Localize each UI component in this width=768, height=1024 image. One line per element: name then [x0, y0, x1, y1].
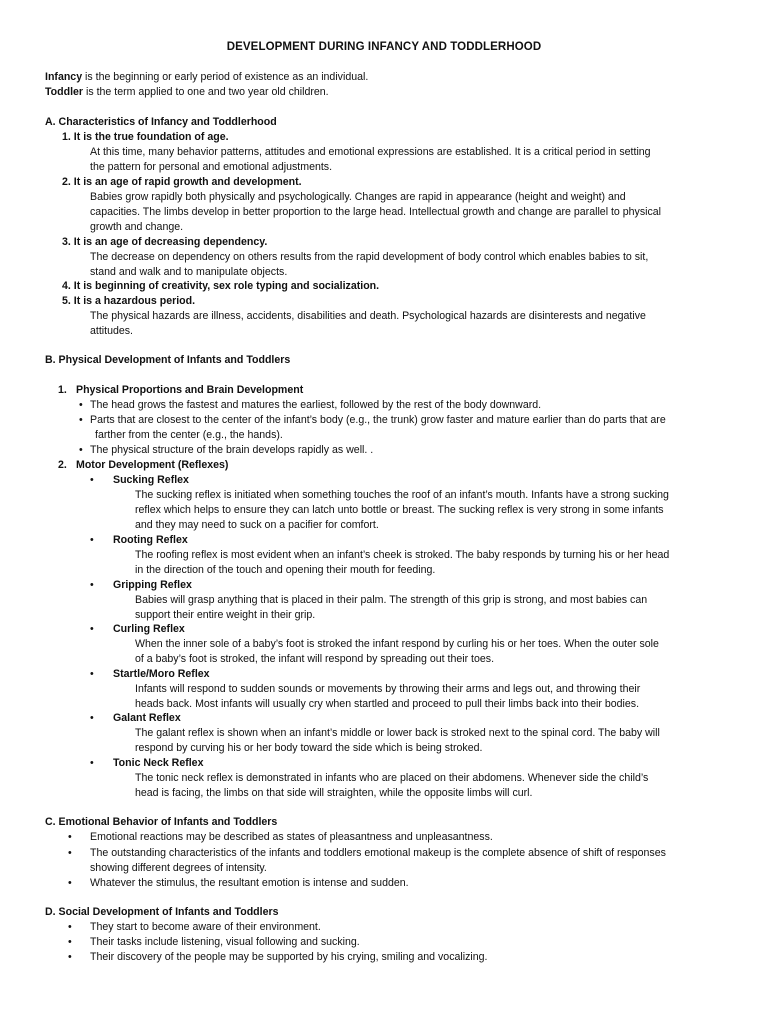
bullet-icon: • — [90, 757, 94, 769]
bullet-text: Their tasks include listening, visual following and sucking. — [90, 936, 360, 948]
section-a-item-3: 3. It is an age of decreasing dependency. — [62, 236, 268, 248]
paragraph-line: capacities. The limbs develop in better proportion to the large head. Intellectual growth and change are parallel to physical — [90, 206, 662, 218]
reflex-curling-heading: Curling Reflex — [113, 623, 185, 635]
paragraph-line: When the inner sole of a baby’s foot is stroked the infant respond by curling his or her toes. When the outer sole — [135, 638, 659, 650]
paragraph-line: Babies grow rapidly both physically and psychologically. Changes are rapid in appearance (height and weight) and — [90, 191, 626, 203]
reflex-gripping-heading: Gripping Reflex — [113, 579, 192, 591]
paragraph-line: heads back. Most infants will usually cry when startled and proceed to pull their limbs back into their bodies. — [135, 698, 640, 710]
paragraph-line: The tonic neck reflex is demonstrated in infants who are placed on their abdomens. Whenever side the child’s — [135, 772, 649, 784]
bullet-icon: • — [68, 921, 72, 933]
paragraph-line: and they may need to suck on a pacifier for comfort. — [135, 519, 379, 531]
bullet-icon: • — [79, 399, 83, 411]
bullet-text-continued: farther from the center (e.g., the hands). — [95, 429, 283, 441]
paragraph-line: The roofing reflex is most evident when an infant’s cheek is stroked. The baby responds by turning his or her head — [135, 549, 670, 561]
bullet-text: Parts that are closest to the center of the infant’s body (e.g., the trunk) grow faster and mature earlier than do parts that are — [90, 414, 666, 426]
paragraph-line: Babies will grasp anything that is placed in their palm. The strength of this grip is strong, and most babies can — [135, 594, 648, 606]
reflex-tonic-neck-heading: Tonic Neck Reflex — [113, 757, 204, 769]
section-a-item-2: 2. It is an age of rapid growth and development. — [62, 176, 302, 188]
reflex-sucking-heading: Sucking Reflex — [113, 474, 189, 486]
paragraph-line: The physical hazards are illness, accidents, disabilities and death. Psychological hazards are disinterests and negative — [90, 310, 646, 322]
bullet-icon: • — [68, 877, 72, 889]
paragraph-line: respond by curving his or her body toward the side which is being stroked. — [135, 742, 483, 754]
term-toddler: Toddler — [45, 86, 84, 98]
paragraph-line: the pattern for personal and emotional adjustments. — [90, 161, 333, 173]
paragraph-line: reflex which helps to ensure they can latch unto bottle or breast. The sucking reflex is very strong in some infants — [135, 504, 664, 516]
paragraph-line: At this time, many behavior patterns, attitudes and emotional expressions are established. It is a critical period in setting — [90, 146, 651, 158]
section-b-heading: B. Physical Development of Infants and Toddlers — [45, 354, 291, 366]
section-a-item-4: 4. It is beginning of creativity, sex role typing and socialization. — [62, 280, 380, 292]
bullet-text: The head grows the fastest and matures the earliest, followed by the rest of the body downward. — [90, 399, 542, 411]
bullet-text: The physical structure of the brain develops rapidly as well. . — [90, 444, 374, 456]
intro-toddler — [45, 85, 329, 100]
paragraph-line: support their entire weight in their grip. — [135, 609, 316, 621]
section-a-item-1: 1. It is the true foundation of age. — [62, 131, 229, 143]
bullet-icon: • — [90, 534, 94, 546]
bullet-icon: • — [90, 623, 94, 635]
paragraph-line: of a baby’s foot is stroked, the infant will respond by spreading out their toes. — [135, 653, 495, 665]
bullet-text-continued: showing different degrees of intensity. — [90, 862, 267, 874]
bullet-text: Whatever the stimulus, the resultant emotion is intense and sudden. — [90, 877, 409, 889]
bullet-icon: • — [68, 831, 72, 843]
bullet-icon: • — [90, 579, 94, 591]
bullet-text: Emotional reactions may be described as states of pleasantness and unpleasantness. — [90, 831, 493, 843]
term-infancy: Infancy — [45, 71, 83, 83]
bullet-text: They start to become aware of their environment. — [90, 921, 321, 933]
bullet-icon: • — [90, 474, 94, 486]
section-c-heading: C. Emotional Behavior of Infants and Toddlers — [45, 816, 278, 828]
bullet-icon: • — [90, 712, 94, 724]
bullet-icon: • — [79, 444, 83, 456]
page-title: DEVELOPMENT DURING INFANCY AND TODDLERHOOD — [226, 41, 542, 53]
paragraph-line: growth and change. — [90, 221, 184, 233]
subsection-number: 2. — [58, 459, 67, 471]
reflex-rooting-heading: Rooting Reflex — [113, 534, 188, 546]
bullet-icon: • — [68, 847, 72, 859]
paragraph-line: The galant reflex is shown when an infant’s middle or lower back is stroked next to the spinal cord. The baby will — [135, 727, 660, 739]
bullet-icon: • — [90, 668, 94, 680]
subsection-motor-development: Motor Development (Reflexes) — [76, 459, 229, 471]
paragraph-line: in the direction of the touch and opening their mouth for feeding. — [135, 564, 436, 576]
section-a-heading: A. Characteristics of Infancy and Toddlerhood — [45, 116, 277, 128]
subsection-physical-proportions: Physical Proportions and Brain Development — [76, 384, 304, 396]
subsection-number: 1. — [58, 384, 67, 396]
intro-infancy — [45, 70, 368, 85]
bullet-icon: • — [68, 951, 72, 963]
paragraph-line: head is facing, the limbs on that side will straighten, while the opposite limbs will curl. — [135, 787, 533, 799]
section-d-heading: D. Social Development of Infants and Toddlers — [45, 906, 279, 918]
bullet-icon: • — [68, 936, 72, 948]
paragraph-line: The decrease on dependency on others results from the rapid development of body control which enables babies to sit, — [90, 251, 649, 263]
paragraph-line: stand and walk and to manipulate objects. — [90, 266, 288, 278]
reflex-startle-heading: Startle/Moro Reflex — [113, 668, 210, 680]
section-a-item-5: 5. It is a hazardous period. — [62, 295, 196, 307]
paragraph-line: attitudes. — [90, 325, 133, 337]
bullet-icon: • — [79, 414, 83, 426]
reflex-galant-heading: Galant Reflex — [113, 712, 181, 724]
infancy-definition: is the beginning or early period of existence as an individual. — [82, 71, 369, 83]
bullet-text: The outstanding characteristics of the infants and toddlers emotional makeup is the complete absence of shift of responses — [90, 847, 666, 859]
bullet-text: Their discovery of the people may be supported by his crying, smiling and vocalizing. — [90, 951, 488, 963]
toddler-definition: is the term applied to one and two year old children. — [83, 86, 329, 98]
paragraph-line: The sucking reflex is initiated when something touches the roof of an infant’s mouth. Infants have a strong sucking — [135, 489, 669, 501]
paragraph-line: Infants will respond to sudden sounds or movements by throwing their arms and legs out, and throwing their — [135, 683, 641, 695]
